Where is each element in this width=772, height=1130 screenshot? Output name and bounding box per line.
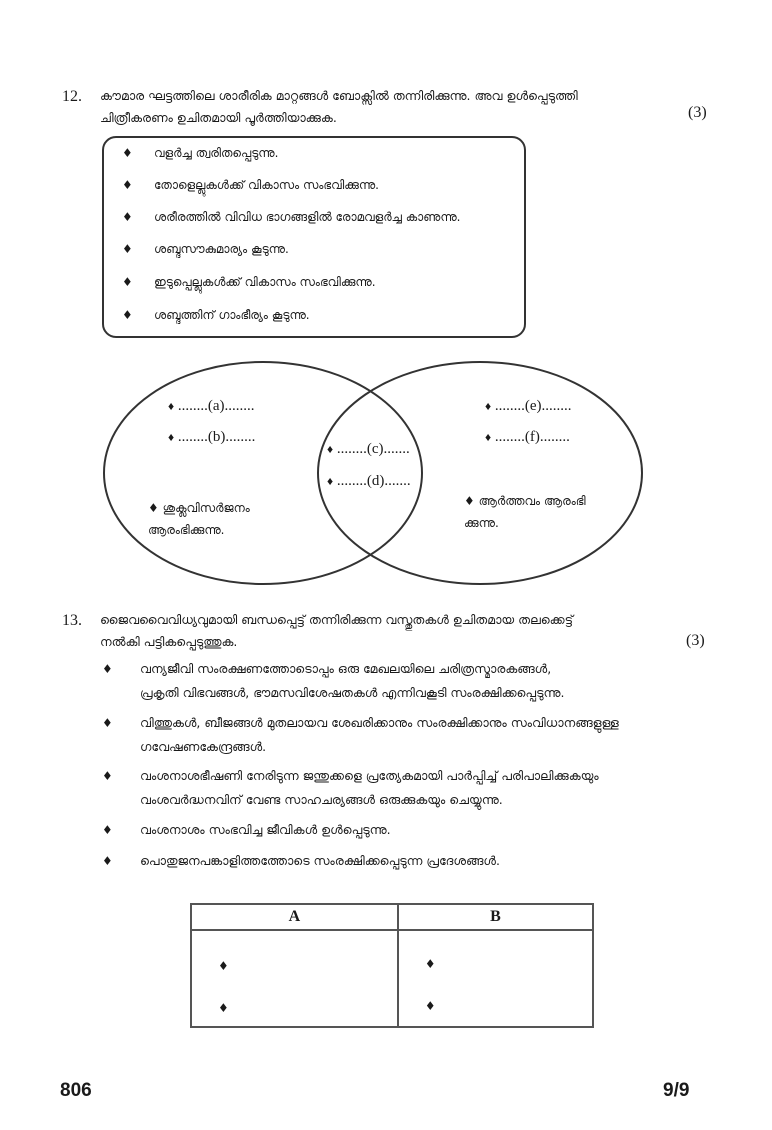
bullet-icon: ♦ bbox=[122, 308, 133, 322]
bullet-icon: ♦ bbox=[218, 959, 229, 973]
bullet-icon: ♦ bbox=[464, 494, 475, 508]
q12-text-line1: കൗമാര ഘട്ടത്തിലെ ശാരീരിക മാറ്റങ്ങൾ ബോക്സിൽ തന്നിരിക്കുന്നു. അവ ഉൾപ്പെടുത്തി bbox=[100, 88, 578, 103]
box-item: ♦ വളർച്ച ത്വരിതപ്പെടുന്നു. bbox=[122, 146, 279, 160]
footer-page: 9/9 bbox=[663, 1080, 690, 1101]
bullet-icon: ♦ bbox=[168, 399, 175, 413]
box-item: ♦ ഇടുപ്പെല്ലുകൾക്ക് വികാസം സംഭവിക്കുന്നു. bbox=[122, 275, 376, 289]
bullet-icon: ♦ bbox=[122, 275, 133, 289]
venn-blank-c: ♦ ........(c)....... bbox=[327, 441, 410, 457]
bullet-icon: ♦ bbox=[485, 399, 492, 413]
bullet-icon: ♦ bbox=[327, 474, 334, 488]
q13-text-line2: നൽകി പട്ടികപ്പെടുത്തുക. bbox=[100, 634, 238, 649]
venn-blank-b: ♦ ........(b)........ bbox=[168, 429, 256, 445]
bullet-icon: ♦ bbox=[122, 178, 133, 192]
bullet-icon: ♦ bbox=[102, 769, 113, 783]
bullet-icon: ♦ bbox=[102, 854, 113, 868]
box-item: ♦ ശബ്ദത്തിന് ഗാംഭീര്യം കൂടുന്നു. bbox=[122, 308, 310, 322]
q12-marks: (3) bbox=[688, 104, 707, 121]
bullet-icon: ♦ bbox=[327, 442, 334, 456]
bullet-icon: ♦ bbox=[424, 957, 436, 971]
venn-blank-d: ♦ ........(d)....... bbox=[327, 473, 411, 489]
bullet-icon: ♦ bbox=[168, 430, 175, 444]
table-cell-a[interactable] bbox=[191, 930, 398, 1027]
venn-blank-f: ♦ ........(f)........ bbox=[485, 429, 570, 445]
q13-text-line1: ജൈവവൈവിധ്യവുമായി ബന്ധപ്പെട്ട് തന്നിരിക്കുന്ന വസ്തുതകൾ ഉചിതമായ തലക്കെട്ട് bbox=[100, 612, 574, 627]
bullet-icon: ♦ bbox=[148, 501, 159, 515]
box-item: ♦ ശബ്ദസൗകുമാര്യം കൂടുന്നു. bbox=[122, 242, 289, 256]
venn-blank-e: ♦ ........(e)........ bbox=[485, 398, 572, 414]
answer-table bbox=[190, 903, 594, 1028]
bullet-icon: ♦ bbox=[218, 1001, 229, 1015]
q13-number: 13. bbox=[62, 612, 82, 629]
bullet-icon: ♦ bbox=[122, 210, 133, 224]
bullet-icon: ♦ bbox=[424, 999, 436, 1013]
footer-code: 806 bbox=[60, 1080, 92, 1101]
q13-marks: (3) bbox=[686, 632, 705, 649]
q12-text-line2: ചിത്രീകരണം ഉചിതമായി പൂർത്തിയാക്കുക. bbox=[100, 110, 337, 125]
venn-right-note: ♦ ആർത്തവം ആരംഭി ക്കുന്നു. bbox=[464, 494, 586, 530]
venn-blank-a: ♦ ........(a)........ bbox=[168, 398, 255, 414]
table-header-b: B bbox=[398, 904, 593, 930]
bullet-icon: ♦ bbox=[102, 716, 113, 730]
bullet-icon: ♦ bbox=[122, 242, 133, 256]
bullet-icon: ♦ bbox=[122, 146, 133, 160]
bullet-icon: ♦ bbox=[102, 662, 113, 676]
table-header-a: A bbox=[191, 904, 398, 930]
bullet-icon: ♦ bbox=[102, 823, 113, 837]
table-cell-b[interactable] bbox=[398, 930, 593, 1027]
bullet-icon: ♦ bbox=[485, 430, 492, 444]
box-item: ♦ ശരീരത്തിൽ വിവിധ ഭാഗങ്ങളിൽ രോമവളർച്ച കാണുന്നു. bbox=[122, 210, 461, 224]
q12-number: 12. bbox=[62, 88, 82, 105]
venn-left-note: ♦ ശുക്ലവിസർജനം ആരംഭിക്കുന്നു. bbox=[148, 501, 250, 537]
box-item: ♦ തോളെല്ലുകൾക്ക് വികാസം സംഭവിക്കുന്നു. bbox=[122, 178, 379, 192]
